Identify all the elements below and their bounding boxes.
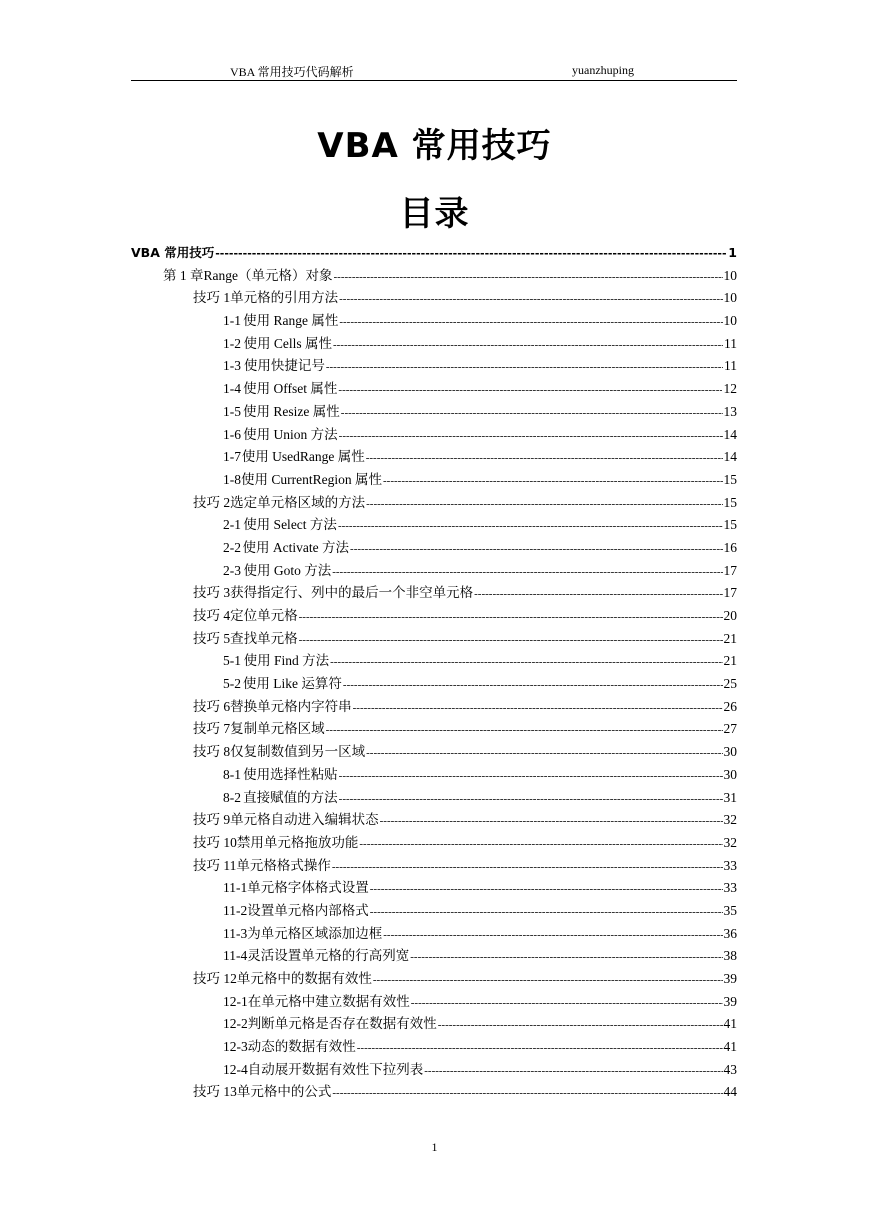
toc-leader-dots <box>366 447 723 470</box>
toc-entry[interactable] <box>131 1013 737 1036</box>
toc-leader-dots <box>383 924 722 947</box>
toc-entry[interactable] <box>131 650 737 673</box>
toc-entry-number: 技巧 5 <box>193 630 231 646</box>
toc-entry-number: 1-1 <box>223 313 241 329</box>
toc-entry-title: 选定单元格区域的方法 <box>230 494 366 510</box>
toc-entry-number: 技巧 4 <box>193 608 231 623</box>
header-title: VBA 常用技巧代码解析 <box>230 65 354 79</box>
toc-entry[interactable] <box>131 855 737 878</box>
toc-entry[interactable] <box>131 628 737 651</box>
toc-entry[interactable] <box>131 787 737 810</box>
toc-entry-number: 2-3 <box>223 562 241 578</box>
toc-entry[interactable] <box>131 582 737 605</box>
toc-entry[interactable] <box>131 537 737 560</box>
toc-entry-page: 31 <box>723 789 737 805</box>
toc-entry-page: 27 <box>723 721 737 737</box>
toc-entry-title: 设置单元格内部格式 <box>247 902 369 918</box>
toc-entry[interactable] <box>131 741 737 764</box>
toc-entry[interactable] <box>131 832 737 855</box>
toc-entry[interactable] <box>131 718 737 741</box>
toc-leader-dots <box>299 606 723 629</box>
toc-leader-dots <box>410 946 722 969</box>
toc-entry-page: 39 <box>723 971 737 986</box>
toc-leader-dots <box>339 311 722 334</box>
toc-entry-page: 30 <box>723 744 737 760</box>
toc-entry-title: 动态的数据有效性 <box>247 1039 356 1055</box>
toc-entry-title: 复制单元格区域 <box>230 721 325 737</box>
toc-entry-number: 2-1 <box>223 517 241 533</box>
toc-entry-page: 14 <box>723 449 737 465</box>
toc-leader-dots <box>332 561 722 584</box>
toc-leader-dots <box>350 538 722 561</box>
toc-leader-dots <box>299 629 723 652</box>
toc-entry-number: 1-7 <box>223 449 241 465</box>
toc-leader-dots <box>341 402 723 425</box>
toc-entry-title: 自动展开数据有效性下拉列表 <box>247 1061 424 1077</box>
toc-entry-title: 判断单元格是否存在数据有效性 <box>247 1016 437 1032</box>
toc-entry-number: 技巧 12 <box>193 971 237 986</box>
toc-entry-number: 11-2 <box>223 902 248 918</box>
toc-entry-number: 5-1 <box>223 653 241 669</box>
toc-entry-number: 12-1 <box>223 993 248 1009</box>
toc-entry-title: 单元格自动进入编辑状态 <box>230 812 379 828</box>
toc-entry[interactable] <box>131 809 737 832</box>
toc-entry-page: 20 <box>723 608 737 623</box>
toc-entry-title: 在单元格中建立数据有效性 <box>247 993 410 1009</box>
toc-entry-page: 16 <box>723 539 737 555</box>
toc-entry-page: 11 <box>724 358 737 374</box>
toc-entry[interactable] <box>131 333 737 356</box>
toc-entry-page: 10 <box>723 267 737 283</box>
toc-entry[interactable] <box>131 492 737 515</box>
toc-entry[interactable] <box>131 1036 737 1059</box>
toc-entry[interactable] <box>131 514 737 537</box>
toc-entry-title: 使用 Resize 属性 <box>243 403 340 419</box>
toc-entry-number: 12-2 <box>223 1016 248 1032</box>
toc-entry-title: 单元格字体格式设置 <box>247 880 369 896</box>
toc-entry-number: 1-3 <box>223 358 241 374</box>
toc-entry[interactable] <box>131 378 737 401</box>
toc-entry-title: 定位单元格 <box>230 608 298 623</box>
toc-entry-title: VBA 常用技巧 <box>131 245 215 260</box>
toc-entry[interactable] <box>131 968 737 991</box>
toc-entry-number: 技巧 13 <box>193 1084 237 1100</box>
document-title: VBA 常用技巧 <box>317 126 552 166</box>
toc-entry-page: 36 <box>723 925 737 941</box>
toc-leader-dots <box>373 969 723 992</box>
page-header <box>131 60 737 81</box>
header-author: yuanzhuping <box>572 63 634 77</box>
toc-entry[interactable] <box>131 923 737 946</box>
toc-entry-title: 使用 Like 运算符 <box>242 676 342 692</box>
toc-entry-page: 41 <box>723 1039 737 1055</box>
toc-entry[interactable] <box>131 265 737 288</box>
toc-entry-number: 11-3 <box>223 925 248 941</box>
toc-entry-number: 技巧 6 <box>193 698 231 714</box>
toc-leader-dots <box>357 1037 723 1060</box>
toc-entry-number: 11-1 <box>223 880 248 896</box>
toc-entry[interactable] <box>131 310 737 333</box>
toc-entry-page: 11 <box>724 335 737 351</box>
toc-entry-page: 25 <box>723 676 737 692</box>
toc-entry-title: 仅复制数值到另一区域 <box>230 744 366 760</box>
toc-entry-page: 13 <box>723 403 737 419</box>
toc-entry[interactable] <box>131 764 737 787</box>
toc-entry-page: 38 <box>723 948 737 964</box>
toc-entry-number: 1-4 <box>223 381 241 397</box>
toc-entry-title: 使用 Activate 方法 <box>242 539 350 555</box>
toc-entry[interactable] <box>131 355 737 378</box>
toc-entry-title: 使用 UsedRange 属性 <box>241 449 365 465</box>
toc-leader-dots <box>380 810 723 833</box>
toc-leader-dots <box>332 856 723 879</box>
toc-entry-number: 技巧 2 <box>193 494 231 510</box>
toc-entry-number: 8-1 <box>223 766 241 782</box>
toc-entry[interactable] <box>131 877 737 900</box>
toc-entry-number: 2-2 <box>223 539 241 555</box>
toc-entry-number: 第 1 章 <box>163 267 204 283</box>
toc-entry-page: 17 <box>723 562 737 578</box>
toc-entry[interactable] <box>131 1081 737 1104</box>
toc-entry[interactable] <box>131 287 737 310</box>
toc-entry[interactable] <box>131 560 737 583</box>
toc-entry-title: 获得指定行、列中的最后一个非空单元格 <box>230 585 474 601</box>
toc-leader-dots <box>339 788 723 811</box>
toc-entry-title: 使用 Cells 属性 <box>243 335 332 351</box>
toc-leader-dots <box>338 379 722 402</box>
toc-entry[interactable] <box>131 673 737 696</box>
toc-entry-page: 32 <box>723 812 737 828</box>
toc-entry-number: 技巧 8 <box>193 744 231 760</box>
toc-entry-page: 15 <box>723 517 737 533</box>
toc-entry-page: 43 <box>723 1061 737 1077</box>
page-number: 1 <box>431 1140 438 1154</box>
toc-entry-page: 15 <box>723 471 737 487</box>
toc-entry[interactable] <box>131 1059 737 1082</box>
toc-entry-number: 技巧 10 <box>193 834 237 850</box>
toc-leader-dots <box>332 1082 722 1105</box>
toc-entry-page: 30 <box>723 766 737 782</box>
toc-entry-title: 查找单元格 <box>230 630 298 646</box>
toc-entry[interactable] <box>131 424 737 447</box>
toc-entry-title: 灵活设置单元格的行高列宽 <box>247 948 410 964</box>
toc-entry-number: 1-6 <box>223 426 241 442</box>
toc-entry-page: 15 <box>723 494 737 510</box>
toc-leader-dots <box>326 356 723 379</box>
toc-entry-title: 为单元格区域添加边框 <box>247 925 383 941</box>
toc-leader-dots <box>424 1060 722 1083</box>
toc-entry-number: 1-8 <box>223 471 241 487</box>
toc-entry-number: 12-4 <box>223 1061 248 1077</box>
toc-leader-dots <box>215 243 726 266</box>
toc-entry-number: 技巧 9 <box>193 812 231 828</box>
toc-entry[interactable] <box>131 696 737 719</box>
toc-entry-number: 8-2 <box>223 789 241 805</box>
toc-entry-page: 10 <box>723 290 737 306</box>
toc-entry-title: 使用 Union 方法 <box>243 426 338 442</box>
toc-leader-dots <box>370 878 723 901</box>
toc-entry-page: 33 <box>723 880 737 896</box>
toc-leader-dots <box>366 742 722 765</box>
toc-leader-dots <box>366 493 722 516</box>
toc-leader-dots <box>339 288 722 311</box>
toc-leader-dots <box>359 833 722 856</box>
toc-entry[interactable] <box>131 991 737 1014</box>
toc-entry-page: 41 <box>723 1016 737 1032</box>
toc-entry-number: 11-4 <box>223 948 248 964</box>
toc-entry-number: 5-2 <box>223 676 241 692</box>
toc-entry-page: 17 <box>723 585 737 601</box>
toc-entry-page: 12 <box>723 381 737 397</box>
toc-entry-number: 1-2 <box>223 335 241 351</box>
toc-entry-title: 单元格的引用方法 <box>230 290 339 306</box>
toc-entry[interactable] <box>131 242 737 265</box>
toc-entry-title: 单元格中的公式 <box>236 1084 332 1100</box>
toc-entry-title: 使用选择性粘贴 <box>243 766 338 782</box>
toc-entry-title: 使用 CurrentRegion 属性 <box>241 471 382 487</box>
toc-leader-dots <box>333 334 723 357</box>
toc-entry-page: 35 <box>723 902 737 918</box>
toc-entry-title: 使用 Select 方法 <box>243 517 337 533</box>
toc-entry-title: 替换单元格内字符串 <box>230 698 352 714</box>
toc-entry[interactable] <box>131 446 737 469</box>
toc-entry-title: 使用 Offset 属性 <box>243 381 338 397</box>
toc-entry[interactable] <box>131 900 737 923</box>
toc-entry-page: 14 <box>723 426 737 442</box>
toc-leader-dots <box>326 719 723 742</box>
toc-entry-title: 单元格格式操作 <box>236 857 331 873</box>
toc-entry[interactable] <box>131 605 737 628</box>
toc-entry-number: 技巧 11 <box>193 857 237 873</box>
toc-leader-dots <box>339 765 723 788</box>
toc-leader-dots <box>353 697 723 720</box>
toc-entry-number: 1-5 <box>223 403 241 419</box>
toc-leader-dots <box>334 266 723 289</box>
toc-leader-dots <box>338 515 723 538</box>
toc-leader-dots <box>339 425 723 448</box>
toc-entry-title: 单元格中的数据有效性 <box>236 971 372 986</box>
toc-entry-title: 使用 Goto 方法 <box>243 562 332 578</box>
toc-entry-title: 直接赋值的方法 <box>243 789 338 805</box>
toc-entry-page: 10 <box>723 313 737 329</box>
toc-entry-number: 技巧 3 <box>193 585 231 601</box>
toc-entry-page: 26 <box>723 698 737 714</box>
table-of-contents <box>131 242 737 1104</box>
toc-entry-title: 禁用单元格拖放功能 <box>236 834 359 850</box>
toc-entry-page: 32 <box>723 834 737 850</box>
toc-entry[interactable] <box>131 945 737 968</box>
toc-entry-number: 技巧 7 <box>193 721 231 737</box>
toc-entry-title: 使用 Find 方法 <box>243 653 330 669</box>
toc-entry-title: 使用 Range 属性 <box>243 313 339 329</box>
toc-entry[interactable] <box>131 469 737 492</box>
toc-entry-page: 21 <box>723 630 737 646</box>
toc-leader-dots <box>383 470 723 493</box>
toc-leader-dots <box>438 1014 723 1037</box>
toc-entry-number: 12-3 <box>223 1039 248 1055</box>
toc-entry-number: 技巧 1 <box>193 290 231 306</box>
toc-entry-page: 21 <box>723 653 737 669</box>
toc-entry-page: 33 <box>723 857 737 873</box>
toc-entry-page: 44 <box>723 1084 737 1100</box>
toc-entry-title: Range（单元格）对象 <box>203 267 333 283</box>
toc-leader-dots <box>343 674 723 697</box>
toc-leader-dots <box>330 651 722 674</box>
toc-entry-title: 使用快捷记号 <box>243 358 325 374</box>
toc-entry[interactable] <box>131 401 737 424</box>
toc-leader-dots <box>411 992 723 1015</box>
toc-leader-dots <box>370 901 723 924</box>
toc-heading: 目录 <box>399 194 470 234</box>
toc-entry-page: 1 <box>728 245 737 260</box>
toc-entry-page: 39 <box>723 993 737 1009</box>
toc-leader-dots <box>474 583 722 606</box>
